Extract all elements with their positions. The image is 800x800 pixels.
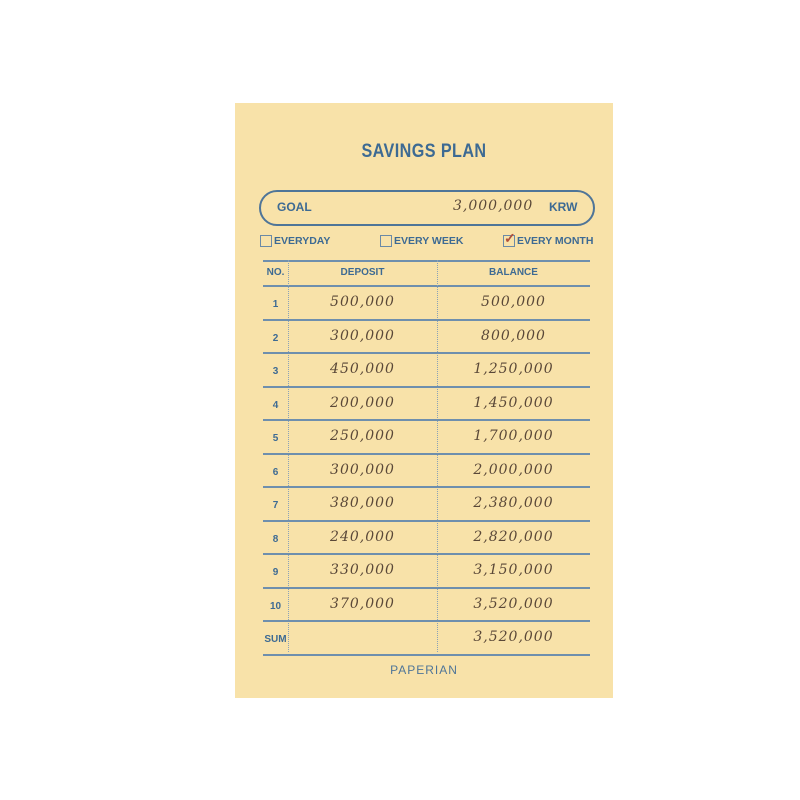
table-row <box>263 388 590 421</box>
deposit-cell: 300,000 <box>330 327 395 344</box>
balance-cell: 3,520,000 <box>473 629 554 645</box>
table-row <box>263 455 590 488</box>
checkbox-checked[interactable] <box>503 230 516 247</box>
balance-cell: 1,700,000 <box>473 428 554 444</box>
row-number: 1 <box>272 299 279 310</box>
table-row <box>263 321 590 354</box>
table-row <box>263 488 590 521</box>
goal-value: 3,000,000 <box>453 198 534 214</box>
header-no: NO. <box>266 267 285 278</box>
deposit-cell: 250,000 <box>330 428 395 444</box>
row-number: 7 <box>272 500 279 511</box>
balance-cell: 3,520,000 <box>473 595 554 612</box>
deposit-cell: 240,000 <box>330 528 395 545</box>
checkbox[interactable] <box>380 235 392 247</box>
balance-cell: 1,250,000 <box>473 361 554 377</box>
goal-field <box>259 190 595 226</box>
option-everyday[interactable] <box>260 235 330 247</box>
option-every-week[interactable] <box>380 235 463 247</box>
table-row <box>263 421 590 454</box>
checkmark-icon: ✓ <box>504 230 516 246</box>
balance-cell: 3,150,000 <box>473 562 554 578</box>
balance-cell: 800,000 <box>481 327 546 344</box>
sum-row <box>263 622 590 655</box>
row-number: 8 <box>272 533 279 545</box>
option-label: EVERYDAY <box>274 235 331 247</box>
row-number: 9 <box>272 567 279 578</box>
option-label: EVERY MONTH <box>517 235 594 247</box>
header-balance: BALANCE <box>489 267 538 278</box>
deposit-cell: 500,000 <box>330 294 395 310</box>
balance-cell: 2,380,000 <box>473 495 554 511</box>
page-title: SAVINGS PLAN <box>361 141 487 162</box>
deposit-cell: 300,000 <box>330 461 395 478</box>
table-row <box>263 354 590 387</box>
row-number: 3 <box>272 366 279 377</box>
brand-logo: PAPERIAN <box>390 663 458 677</box>
option-label: EVERY WEEK <box>394 235 464 247</box>
deposit-cell: 200,000 <box>330 394 395 411</box>
balance-cell: 500,000 <box>481 294 546 310</box>
table-row <box>263 522 590 555</box>
frequency-options <box>260 230 595 251</box>
deposit-cell: 370,000 <box>330 595 395 612</box>
savings-plan-card <box>235 103 613 698</box>
table-row <box>263 555 590 588</box>
row-number: SUM <box>264 634 287 645</box>
deposit-cell: 450,000 <box>330 361 395 377</box>
checkbox[interactable] <box>260 235 272 247</box>
goal-label: GOAL <box>277 200 312 214</box>
deposit-cell: 380,000 <box>330 495 395 511</box>
row-number: 4 <box>272 399 279 411</box>
table-row <box>263 287 590 320</box>
divider <box>263 654 590 656</box>
option-every-month[interactable] <box>503 230 594 247</box>
header-deposit: DEPOSIT <box>340 267 385 278</box>
divider <box>263 260 590 262</box>
balance-cell: 2,000,000 <box>473 461 554 478</box>
balance-cell: 1,450,000 <box>473 394 554 411</box>
row-number: 10 <box>269 600 282 612</box>
balance-cell: 2,820,000 <box>473 528 554 545</box>
row-number: 5 <box>272 433 279 444</box>
row-number: 6 <box>272 466 279 478</box>
table-row <box>263 589 590 622</box>
deposit-cell: 330,000 <box>330 562 395 578</box>
goal-currency: KRW <box>549 200 578 214</box>
row-number: 2 <box>272 332 279 344</box>
